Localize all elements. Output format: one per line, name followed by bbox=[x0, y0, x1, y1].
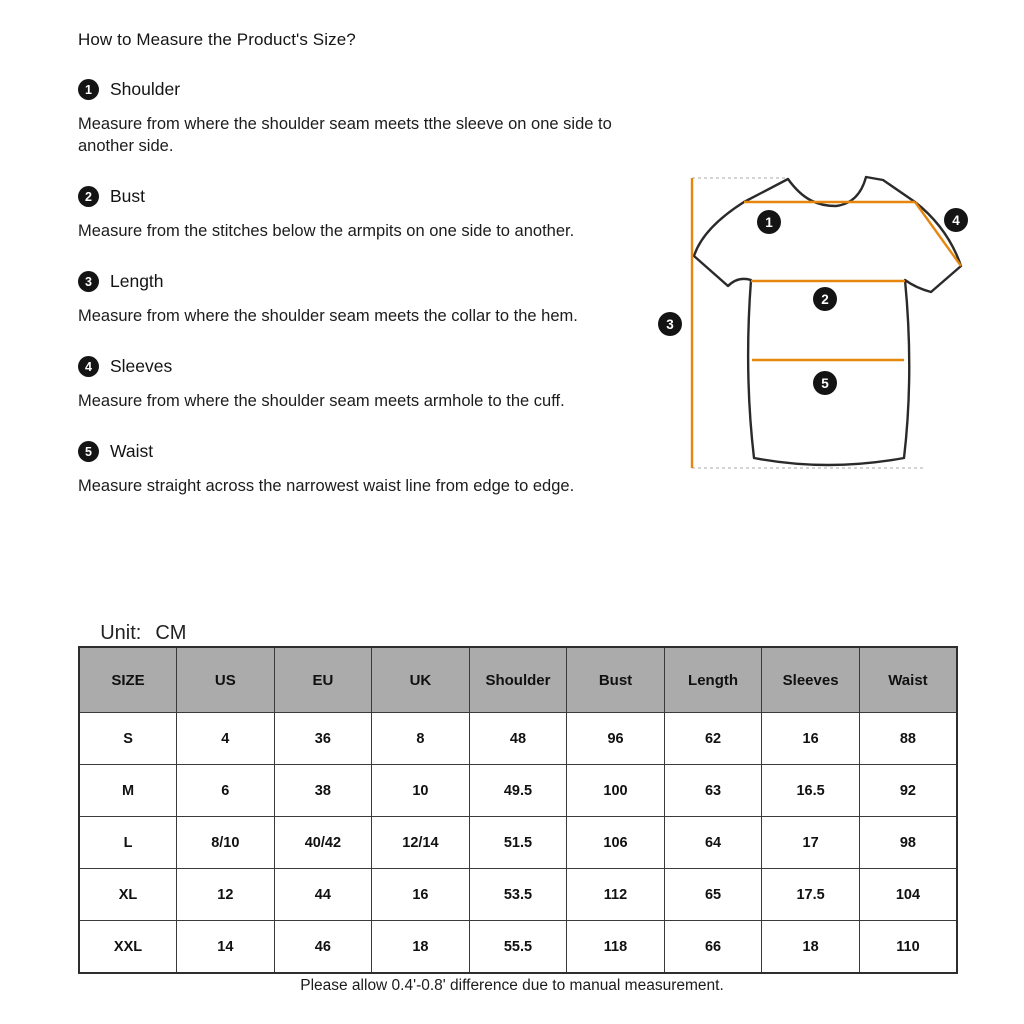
diagram-marker-4-number: 4 bbox=[952, 213, 960, 228]
column-header-uk: UK bbox=[372, 647, 470, 713]
size-table bbox=[78, 646, 958, 974]
diagram-marker-2 bbox=[813, 287, 837, 311]
page-title: How to Measure the Product's Size? bbox=[78, 30, 356, 49]
value-cell: 62 bbox=[664, 713, 762, 765]
column-header-waist: Waist bbox=[859, 647, 957, 713]
value-cell: 96 bbox=[567, 713, 665, 765]
instruction-heading bbox=[78, 186, 615, 207]
step-1-badge: 1 bbox=[78, 79, 99, 100]
value-cell: 110 bbox=[859, 921, 957, 974]
size-table-body bbox=[79, 713, 957, 974]
step-2-badge: 2 bbox=[78, 186, 99, 207]
instruction-shoulder bbox=[78, 79, 615, 157]
instruction-bust bbox=[78, 186, 615, 242]
header-row bbox=[79, 647, 957, 713]
step-3-badge: 3 bbox=[78, 271, 99, 292]
value-cell: 10 bbox=[372, 765, 470, 817]
value-cell: 55.5 bbox=[469, 921, 567, 974]
size-table-head bbox=[79, 647, 957, 713]
value-cell: 16.5 bbox=[762, 765, 860, 817]
value-cell: 118 bbox=[567, 921, 665, 974]
diagram-marker-5 bbox=[813, 371, 837, 395]
value-cell: 8 bbox=[372, 713, 470, 765]
value-cell: 6 bbox=[177, 765, 275, 817]
value-cell: 44 bbox=[274, 869, 372, 921]
diagram-marker-5-number: 5 bbox=[821, 376, 829, 391]
step-1-description: Measure from where the shoulder seam meets tthe sleeve on one side to another side. bbox=[78, 115, 612, 155]
diagram-marker-1 bbox=[757, 210, 781, 234]
value-cell: 16 bbox=[762, 713, 860, 765]
table-row bbox=[79, 765, 957, 817]
step-3-label: Length bbox=[110, 271, 164, 291]
instruction-heading bbox=[78, 356, 615, 377]
diagram-marker-2-number: 2 bbox=[821, 292, 829, 307]
value-cell: 92 bbox=[859, 765, 957, 817]
value-cell: 12/14 bbox=[372, 817, 470, 869]
instruction-heading bbox=[78, 441, 615, 462]
step-3-description: Measure from where the shoulder seam meets the collar to the hem. bbox=[78, 307, 578, 325]
value-cell: 106 bbox=[567, 817, 665, 869]
column-header-us: US bbox=[177, 647, 275, 713]
value-cell: 63 bbox=[664, 765, 762, 817]
column-header-size: SIZE bbox=[79, 647, 177, 713]
step-2-label: Bust bbox=[110, 186, 146, 206]
value-cell: 16 bbox=[372, 869, 470, 921]
tshirt-diagram bbox=[648, 158, 1020, 490]
instruction-list bbox=[78, 79, 615, 526]
value-cell: 8/10 bbox=[177, 817, 275, 869]
unit-prefix: Unit: bbox=[100, 622, 142, 644]
value-cell: 36 bbox=[274, 713, 372, 765]
diagram-marker-3-number: 3 bbox=[666, 317, 674, 332]
measurement-disclaimer: Please allow 0.4'-0.8' difference due to manual measurement. bbox=[300, 977, 724, 994]
value-cell: 4 bbox=[177, 713, 275, 765]
value-cell: 49.5 bbox=[469, 765, 567, 817]
value-cell: 17.5 bbox=[762, 869, 860, 921]
value-cell: 66 bbox=[664, 921, 762, 974]
column-header-length: Length bbox=[664, 647, 762, 713]
value-cell: 112 bbox=[567, 869, 665, 921]
table-row bbox=[79, 817, 957, 869]
value-cell: 40/42 bbox=[274, 817, 372, 869]
table-row bbox=[79, 921, 957, 974]
value-cell: 18 bbox=[762, 921, 860, 974]
step-4-label: Sleeves bbox=[110, 356, 173, 376]
value-cell: 18 bbox=[372, 921, 470, 974]
step-5-label: Waist bbox=[110, 441, 154, 461]
value-cell: 64 bbox=[664, 817, 762, 869]
step-1-label: Shoulder bbox=[110, 79, 181, 99]
column-header-eu: EU bbox=[274, 647, 372, 713]
diagram-marker-4 bbox=[944, 208, 968, 232]
column-header-bust: Bust bbox=[567, 647, 665, 713]
step-4-badge: 4 bbox=[78, 356, 99, 377]
instruction-heading bbox=[78, 79, 615, 100]
size-cell: XL bbox=[79, 869, 177, 921]
unit-value: CM bbox=[155, 622, 187, 644]
step-2-description: Measure from the stitches below the armpits on one side to another. bbox=[78, 222, 575, 240]
value-cell: 17 bbox=[762, 817, 860, 869]
value-cell: 88 bbox=[859, 713, 957, 765]
size-cell: M bbox=[79, 765, 177, 817]
value-cell: 53.5 bbox=[469, 869, 567, 921]
diagram-marker-1-number: 1 bbox=[765, 215, 773, 230]
step-5-description: Measure straight across the narrowest waist line from edge to edge. bbox=[78, 477, 575, 495]
value-cell: 48 bbox=[469, 713, 567, 765]
value-cell: 100 bbox=[567, 765, 665, 817]
column-header-shoulder: Shoulder bbox=[469, 647, 567, 713]
tshirt-outline bbox=[694, 177, 961, 465]
size-cell: XXL bbox=[79, 921, 177, 974]
table-row bbox=[79, 869, 957, 921]
value-cell: 98 bbox=[859, 817, 957, 869]
value-cell: 38 bbox=[274, 765, 372, 817]
column-header-sleeves: Sleeves bbox=[762, 647, 860, 713]
value-cell: 14 bbox=[177, 921, 275, 974]
size-cell: S bbox=[79, 713, 177, 765]
instruction-sleeves bbox=[78, 356, 615, 412]
value-cell: 104 bbox=[859, 869, 957, 921]
instruction-heading bbox=[78, 271, 615, 292]
instruction-waist bbox=[78, 441, 615, 497]
value-cell: 46 bbox=[274, 921, 372, 974]
instruction-length bbox=[78, 271, 615, 327]
size-cell: L bbox=[79, 817, 177, 869]
value-cell: 12 bbox=[177, 869, 275, 921]
value-cell: 51.5 bbox=[469, 817, 567, 869]
step-5-badge: 5 bbox=[78, 441, 99, 462]
diagram-marker-3 bbox=[658, 312, 682, 336]
table-row bbox=[79, 713, 957, 765]
step-4-description: Measure from where the shoulder seam meets armhole to the cuff. bbox=[78, 392, 565, 410]
value-cell: 65 bbox=[664, 869, 762, 921]
